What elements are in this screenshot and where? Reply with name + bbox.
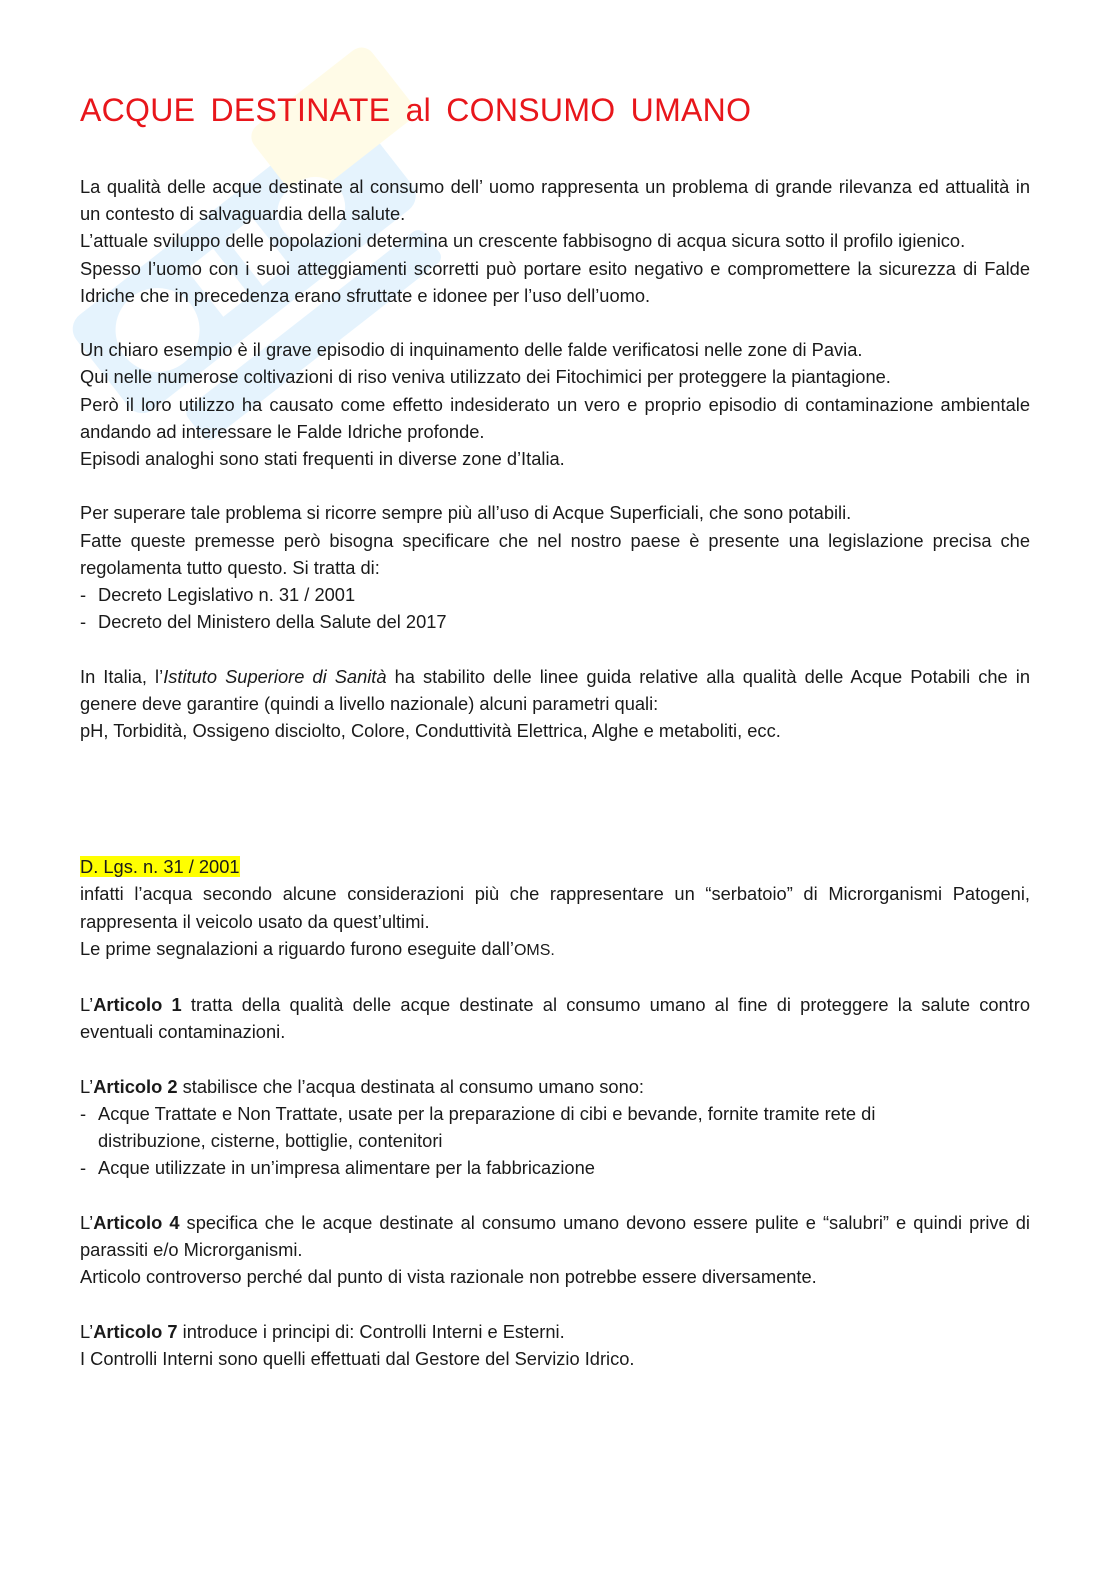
article-4-prefix: L’ <box>80 1211 94 1233</box>
article-2-label: Articolo 2 <box>93 1075 178 1097</box>
iss-parameters: pH, Torbidità, Ossigeno disciolto, Colore, Conduttività Elettrica, Alghe e metaboliti, ecc. <box>80 720 781 742</box>
article-2-text: stabilisce che l’acqua destinata al consumo umano sono: <box>177 1075 644 1097</box>
article-2-list <box>80 1100 1030 1182</box>
article-7-paragraph-2: I Controlli Interni sono quelli effettuati dal Gestore del Servizio Idrico. <box>80 1347 635 1369</box>
document-body <box>80 173 1030 1372</box>
example-paragraph-3: Però il loro utilizzo ha causato come effetto indesiderato un vero e proprio episodio di contaminazione ambientale andando ad interessare le Falde Idriche profonde. <box>80 393 1030 442</box>
example-paragraph-4: Episodi analoghi sono stati frequenti in diverse zone d’Italia. <box>80 448 565 470</box>
article-1-paragraph <box>80 991 1030 1045</box>
spacer <box>80 964 1030 991</box>
article-4-paragraph <box>80 1209 1030 1263</box>
intro-paragraph-1: La qualità delle acque destinate al consumo dell’ uomo rappresenta un problema di grande rilevanza ed attualità in un contesto di salvaguardia della salute. <box>80 176 1030 225</box>
dlgs-heading-line <box>80 853 1030 880</box>
dlgs-paragraph-1: infatti l’acqua secondo alcune considerazioni più che rappresentare un “serbatoio” di Microrganismi Patogeni, rappresenta il veicolo usato da quest’ultimi. <box>80 883 1030 932</box>
legislation-paragraph-1: Per superare tale problema si ricorre sempre più all’uso di Acque Superficiali, che sono potabili. <box>80 502 852 524</box>
article-7-paragraph <box>80 1318 1030 1345</box>
oms-abbreviation: OMS. <box>513 941 555 959</box>
article-1-label: Articolo 1 <box>93 994 182 1016</box>
article-1-prefix: L’ <box>80 994 94 1016</box>
spacer <box>80 472 1030 499</box>
iss-paragraph <box>80 663 1030 717</box>
example-paragraph-1: Un chiaro esempio è il grave episodio di inquinamento delle falde verificatosi nelle zone di Pavia. <box>80 339 863 361</box>
legislation-paragraph-2: Fatte queste premesse però bisogna specificare che nel nostro paese è presente una legislazione precisa che regolamenta tutto questo. Si tratta di: <box>80 529 1030 578</box>
legislation-list <box>80 581 1030 635</box>
dlgs-paragraph-2-text: Le prime segnalazioni a riguardo furono eseguite dall’ <box>80 937 514 959</box>
article-4-text: specifica che le acque destinate al consumo umano devono essere pulite e “salubri” e quindi prive di parassiti e/o Microrganismi. <box>80 1211 1030 1261</box>
example-paragraph-2: Qui nelle numerose coltivazioni di riso veniva utilizzato dei Fitochimici per proteggere la piantagione. <box>80 366 891 388</box>
article-7-text: introduce i principi di: Controlli Interni e Esterni. <box>177 1320 565 1342</box>
intro-paragraph-2: L’attuale sviluppo delle popolazioni determina un crescente fabbisogno di acqua sicura sotto il profilo igienico. <box>80 230 966 252</box>
list-item: - Decreto del Ministero della Salute del 2017 <box>80 608 1030 635</box>
article-7-label: Articolo 7 <box>93 1320 178 1342</box>
iss-suffix: ha stabilito delle linee guida relative alla qualità delle Acque Potabili che in genere deve garantire (quindi a livello nazionale) alcuni parametri quali: <box>80 665 1031 714</box>
list-item: - Decreto Legislativo n. 31 / 2001 <box>80 581 1030 608</box>
dlgs-heading: D. Lgs. n. 31 / 2001 <box>80 856 240 878</box>
spacer <box>80 1182 1030 1209</box>
article-4-label: Articolo 4 <box>93 1211 180 1233</box>
spacer <box>80 1046 1030 1073</box>
article-1-text: tratta della qualità delle acque destinate al consumo umano al fine di proteggere la salute contro eventuali contaminazioni. <box>80 994 1030 1043</box>
list-item: - Acque utilizzate in un’impresa alimentare per la fabbricazione <box>80 1154 1030 1181</box>
article-7-prefix: L’ <box>80 1320 94 1342</box>
intro-paragraph-3: Spesso l’uomo con i suoi atteggiamenti scorretti può portare esito negativo e compromettere la sicurezza di Falde Idriche che in precedenza erano sfruttate e idonee per l’uso dell’uomo. <box>80 257 1030 306</box>
article-2-paragraph <box>80 1073 1030 1100</box>
dlgs-paragraph-2 <box>80 935 1030 964</box>
spacer <box>80 744 1030 853</box>
iss-institute-name: Istituto Superiore di Sanità <box>163 665 387 687</box>
iss-prefix: In Italia, l’ <box>80 665 164 687</box>
list-item: - Acque Trattate e Non Trattate, usate per la preparazione di cibi e bevande, fornite tramite rete di distribuzione, cisterne, bottiglie, contenitori <box>80 1100 1030 1154</box>
article-4-paragraph-2: Articolo controverso perché dal punto di vista razionale non potrebbe essere diversamente. <box>80 1266 817 1288</box>
spacer <box>80 1290 1030 1317</box>
document-title: ACQUE DESTINATE al CONSUMO UMANO <box>80 92 752 128</box>
article-2-prefix: L’ <box>80 1075 94 1097</box>
spacer <box>80 635 1030 662</box>
spacer <box>80 309 1030 336</box>
